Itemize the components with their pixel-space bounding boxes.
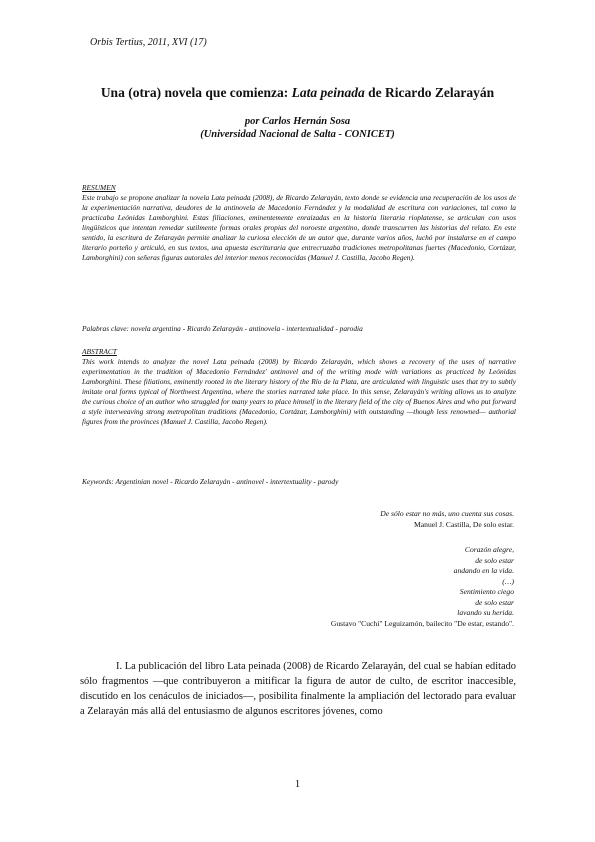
epigraph-2-line: lavando su herida.: [457, 608, 514, 617]
abstract-label: ABSTRACT: [82, 347, 117, 356]
journal-header: Orbis Tertius, 2011, XVI (17): [90, 37, 207, 48]
palabras-clave: Palabras clave: novela argentina - Ricardo Zelarayán - antinovela - intertextualidad - parodia: [82, 324, 363, 333]
author-block: [60, 115, 535, 141]
epigraph-2-line: Corazón alegre,: [464, 545, 514, 554]
epigraph-2: [200, 545, 514, 629]
epigraph-2-line: (…): [502, 576, 514, 586]
epigraph-2-line: de solo estar: [475, 597, 514, 607]
resumen-section: [82, 183, 516, 263]
epigraph-2-line: Sentimiento ciego: [459, 587, 514, 596]
epigraph-2-attribution: Gustavo "Cuchi" Leguizamón, bailecito "De estar, estando".: [330, 618, 514, 628]
epigraph-2-line: andando en la vida.: [453, 566, 514, 575]
epigraph-2-line: de solo estar: [475, 555, 514, 565]
resumen-text: Este trabajo se propone analizar la novela Lata peinada (2008), de Ricardo Zelarayán, texto donde se evidencia una recuperación de los usos de la experimentación narrativa, deudores de la antinovela de Macedonio Fernández y la modalidad de escritura con variaciones, tal como la practicaba Leónidas Lamborghini. Estas filiaciones, eminentemente enraizadas en la historia literaria rioplatense, se articulan con usos lingüísticos que intentan remedar sutilmente formas orales propias del noroeste argentino, donde transcurren las historias del relato. En este sentido, la escritura de Zelarayán permite analizar la curiosa elección de un autor que, durante varios años, luchó por instalarse en el campo literario porteño y articuló, en sus textos, una apuesta escrituraria que entrecruzaba tradiciones metropolitanas fuertes (Macedonio, Cortázar, Lamborghini) con señeras figuras autorales del interior menos reconocidas (Manuel J. Castilla, Jacobo Regen).: [82, 193, 516, 262]
title-prefix: Una (otra) novela que comienza:: [100, 85, 292, 100]
body-paragraph: I. La publicación del libro Lata peinada (2008) de Ricardo Zelarayán, del cual se habían editado sólo fragmentos —que contribuyeron a mitificar la figura de autor de culto, de escritor inaccesible, discutido en los cenáculos de iniciados—, posibilita finalmente la ampliación del lectorado para evaluar a Zelarayán más allá del entusiasmo de algunos escritores jóvenes, como: [80, 661, 516, 717]
author-affiliation: (Universidad Nacional de Salta - CONICET): [200, 129, 395, 140]
author-name: por Carlos Hernán Sosa: [244, 116, 351, 127]
epigraph-1-line: De sólo estar no más, uno cuenta sus cosas.: [380, 509, 514, 518]
title-suffix: de Ricardo Zelarayán: [364, 85, 495, 100]
resumen-label: RESUMEN: [82, 183, 116, 192]
epigraph-1-attribution: Manuel J. Castilla, De solo estar.: [414, 519, 514, 529]
keywords: Keywords: Argentinian novel - Ricardo Zelarayán - antinovel - intertextuality - parody: [82, 477, 339, 486]
abstract-text: This work intends to analyze the novel Lata peinada (2008) by Ricardo Zelarayán, which shows a recovery of the uses of narrative experimentation in the tradition of Macedonio Fernández' antinovel and of the writing mode with variations as practiced by Leónidas Lamborghini. These filiations, eminently rooted in the literary history of the Río de la Plata, are articulated with linguistic uses that try to subtly imitate oral forms typical of Northwest Argentina, where the stories narrated take place. In this sense, Zelarayán's writing allows us to analyze the curious choice of an author who struggled for many years to place himself in the literary field of the city of Buenos Aires and who put forward a style interweaving strong metropolitan traditions (Macedonio, Cortázar, Lamborghini) with outstanding —though less renowned— authorial figures from the provinces (Manuel J. Castilla, Jacobo Regen).: [82, 357, 516, 426]
article-title: [60, 85, 535, 101]
epigraph-1: [200, 509, 514, 530]
page-number: 1: [294, 778, 301, 790]
abstract-section: [82, 347, 516, 427]
title-italic: Lata peinada: [291, 85, 365, 100]
